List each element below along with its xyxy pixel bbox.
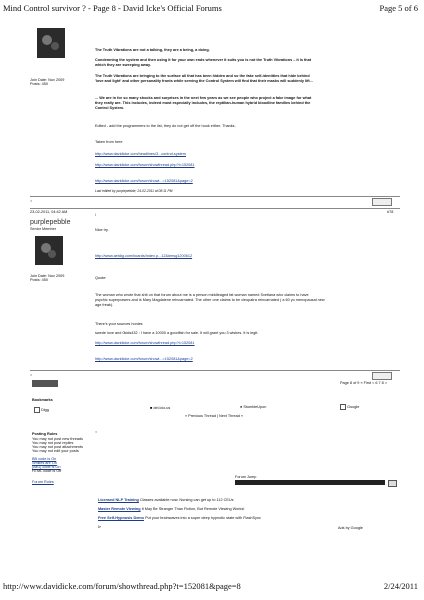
rule-item: You may not post attachments [32, 445, 83, 449]
post-number: #78 [387, 210, 394, 214]
forum-jump-go-button[interactable] [388, 480, 397, 487]
post-line: Condemning the system and then using it for your own ends whenever it suits you is not the Truth Vibrations – it is that [95, 58, 311, 62]
source-link[interactable]: http://www.davidicke.com/forum/showthread.php?t=152081 [95, 163, 195, 167]
rule-item: You may not post new threads [32, 437, 83, 441]
last-edited: Last edited by purplepebble; 24-02-2011 at 08:11 PM. [95, 189, 174, 193]
post-line: which they are sweeping away. [95, 63, 151, 67]
bookmark-google[interactable] [340, 404, 359, 410]
reply-button[interactable] [32, 380, 58, 387]
post-count: Posts: 450 [30, 82, 48, 86]
stumbleupon-icon: ● [240, 405, 243, 409]
thread-link[interactable]: http://www.davidicke.com/forum/showt...=152081&page=2 [95, 357, 193, 361]
page-counter: Page 5 of 6 [379, 3, 418, 13]
post-line: The Truth Vibrations are not a talking, they are a being, a doing. [95, 48, 210, 52]
bookmark-stumbleupon[interactable] [240, 405, 266, 410]
footer-date: 2/24/2011 [383, 581, 418, 591]
source-link[interactable]: http://www.davidicke.com/forum/showt...=152081&page=2 [95, 179, 193, 183]
forum-jump-label: Forum Jump [235, 475, 257, 479]
rule-item: You may not post replies [32, 441, 74, 445]
source-label: Taken from here [95, 140, 123, 144]
ad-link[interactable]: Master Remote Viewing [98, 507, 141, 511]
username[interactable]: purplepebble [30, 219, 71, 226]
post-count: Posts: 450 [30, 278, 48, 282]
post-line: There's your sources honies [95, 322, 143, 326]
post-line: The Truth Vibrations are bringing to the surface all that has been hidden and so the fake self-identities that hide behind [95, 74, 310, 78]
rule-item: You may not edit your posts [32, 449, 79, 453]
bookmark-label: Google [347, 405, 360, 409]
thread-link[interactable]: http://www.davidicke.com/forum/showthread.php?t=152081 [95, 341, 195, 345]
edit-note: Edited - add the programmers to the list, they do not get off the hook either. Thanks. [95, 124, 236, 128]
ad-text: Classes available now. Nursing can get up to 112 CEUs [139, 498, 234, 502]
bookmark-label: Digg [41, 408, 49, 412]
join-date: Join Date: Nov 2009 [30, 78, 65, 82]
bb-code-status[interactable]: BB code is On [32, 457, 57, 461]
delicious-icon: ■ [150, 406, 153, 410]
user-rank: Senior Member [30, 227, 56, 231]
ad-link[interactable]: Licensed NLP Training [98, 498, 139, 502]
post-status-icon: ○ [30, 199, 33, 203]
avatar [37, 28, 65, 58]
post-line: swede love and 0kids432 : I have a 10000 a goodfish for sale. It will grant you 3 wishes. It is legit. [95, 331, 259, 335]
quote-button[interactable] [372, 198, 392, 206]
footer-url: http://www.davidicke.com/forum/showthread.php?t=152081&page=8 [3, 581, 241, 591]
bookmark-label: del.icio.us [153, 406, 171, 410]
quote-label: Quote: [95, 276, 107, 280]
post-line: 'love and light' and other personality fronts while serving the Control System will find that their masks will suddenly lift... [95, 79, 313, 83]
pagination[interactable]: Page 8 of 9 « First < 6 7 8 > [340, 381, 388, 385]
rules-icon: ○ [95, 430, 98, 434]
post-icon: \ [95, 213, 97, 217]
quote-line: psychic superpowers and is Mary Magdalene reincarnated. The other one claims to be cleopatra reincarnated ( a 60 yo menopausal new [95, 298, 325, 302]
quote-line: age freak). [95, 303, 114, 307]
ads-by-google[interactable]: Ads by Google [338, 526, 363, 530]
post-line: Control System. [95, 106, 125, 110]
post-line: they really are. This includes, indeed most especially includes, the reptilian-human hybrid bloodline families behind the [95, 101, 311, 105]
forum-jump-select[interactable] [235, 480, 385, 485]
thread-nav[interactable]: « Previous Thread | Next Thread » [185, 414, 244, 418]
join-date: Join Date: Nov 2009 [30, 274, 65, 278]
source-link[interactable]: http://www.davidicke.com/headlines/3...control-system [95, 152, 186, 156]
page-title: Mind Control survivor ? - Page 8 - David Icke's Official Forums [3, 3, 222, 13]
digg-icon [34, 407, 40, 413]
google-icon [340, 404, 346, 410]
bookmarks-title: Bookmarks [32, 398, 53, 402]
bookmark-label: StumbleUpon [243, 405, 267, 409]
ad-item[interactable] [98, 507, 244, 512]
forum-rules-link[interactable]: Forum Rules [32, 480, 54, 484]
quote-line: The woman who wrote that shit on that forum about me is a person middleaged fat woman named Svetlana who claims to have [95, 293, 309, 297]
ad-link[interactable]: Free Self-Hypnosis Demo [98, 516, 144, 520]
posting-rules-title: Posting Rules [32, 432, 58, 436]
ad-item[interactable] [98, 498, 234, 503]
ad-text: It May Be Stranger Than Fiction, But Remote Viewing Works! [141, 507, 245, 511]
post-status-icon: ○ [30, 373, 33, 377]
post-date: 23-02-2011, 04:42 AM [30, 210, 68, 214]
img-code-status[interactable]: [IMG] code is On [32, 465, 61, 469]
avatar [35, 236, 63, 265]
bookmark-digg[interactable] [34, 407, 49, 413]
quote-button[interactable] [372, 372, 392, 380]
ad-item[interactable] [98, 516, 261, 521]
external-link[interactable]: http://www.aetdig.com/boards/index.p...12&#msg1200612 [95, 254, 193, 258]
smilies-status[interactable]: Smilies are On [32, 461, 57, 465]
ad-info-icon[interactable]: ⊳ [98, 525, 102, 529]
html-code-status: HTML code is Off [32, 469, 62, 473]
post-line: ... We are in for so many shocks and surprises in the next few years as we see people who project a fake image for what [95, 96, 312, 100]
bookmark-delicious[interactable] [150, 406, 170, 411]
post-line: Nice try. [95, 228, 109, 232]
ad-text: Put your brainwaves into a super deep hypnotic state with FlashSync [145, 516, 261, 520]
